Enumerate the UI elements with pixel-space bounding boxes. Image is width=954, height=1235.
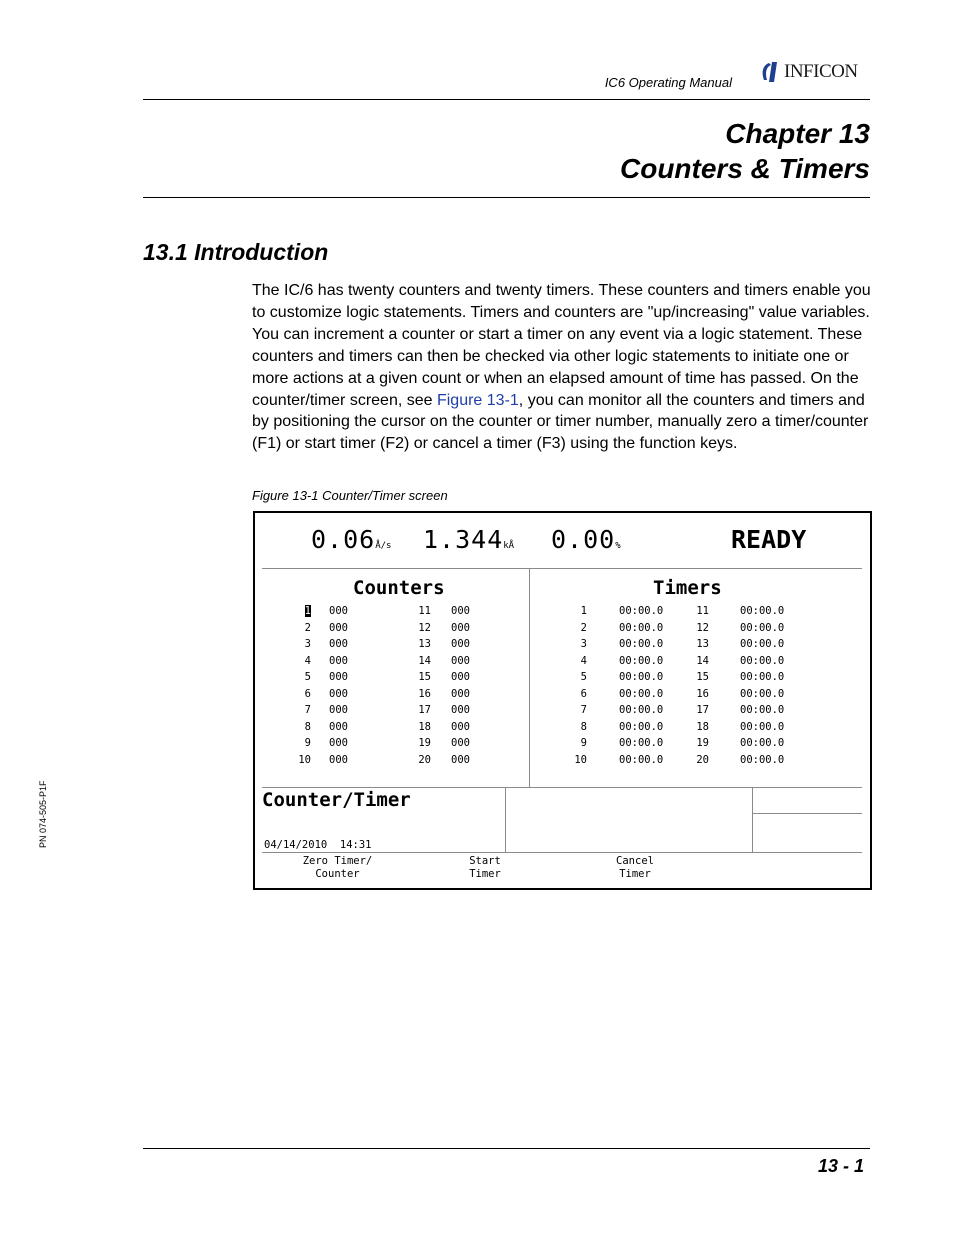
- counter-number[interactable]: 3: [304, 638, 311, 650]
- status-label: READY: [731, 525, 807, 554]
- page-number: 13 - 1: [817, 1156, 864, 1176]
- timer-number[interactable]: 11: [696, 605, 709, 617]
- counter-value: 000: [329, 753, 348, 766]
- timer-number[interactable]: 19: [696, 737, 709, 749]
- part-number: PN 074-505-P1F: [38, 780, 48, 848]
- timer-number[interactable]: 14: [696, 654, 709, 667]
- counter-value: 000: [451, 737, 470, 749]
- timer-value: 00:00.0: [740, 671, 785, 683]
- f1-label-line2: Counter: [315, 868, 360, 880]
- timer-value: 00:00.0: [619, 654, 664, 667]
- chapter-heading: [620, 116, 870, 186]
- panel-divider: [529, 568, 530, 788]
- timer-value: 00:00.0: [619, 671, 664, 683]
- bottom-divider: [262, 787, 862, 788]
- counter-number[interactable]: 18: [418, 720, 431, 733]
- intro-text-2: , you can monitor all the counters and timers and by positioning the cursor on the counter or timer number, manually zero a timer/counter (F1) or start timer (F2) or cancel a timer (F3) using the function keys.: [252, 391, 869, 453]
- counter-number[interactable]: 10: [298, 753, 311, 766]
- counter-number[interactable]: 7: [304, 704, 311, 716]
- timer-value: 00:00.0: [619, 720, 664, 733]
- counter-value: 000: [451, 753, 470, 766]
- timer-value: 00:00.0: [619, 737, 664, 749]
- timer-value: 00:00.0: [740, 737, 785, 749]
- counter-number[interactable]: 14: [418, 654, 431, 667]
- timer-value: 00:00.0: [619, 605, 664, 617]
- counter-number[interactable]: 9: [304, 737, 311, 749]
- thickness-readout: [423, 525, 514, 554]
- counter-number[interactable]: 5: [304, 671, 311, 683]
- inficon-logo: [760, 60, 872, 84]
- figure-link[interactable]: Figure 13-1: [436, 391, 519, 409]
- timer-value: 00:00.0: [740, 753, 785, 766]
- timer-number[interactable]: 20: [696, 753, 709, 766]
- timer-number[interactable]: 3: [580, 638, 587, 650]
- power-value: 0.00: [551, 525, 616, 554]
- top-divider: [262, 568, 862, 569]
- intro-text-1: The IC/6 has twenty counters and twenty timers. These counters and timers enable you to customize logic statements. Timers and counters are "up/increasing" value variables. You can increment a counter or start a timer on any event via a logic statement. These counters and timers can then be checked via other logic statements to initiate one or more actions at a given count or when an elapsed amount of time has passed. On the counter/timer screen, see: [252, 282, 871, 409]
- timer-value: 00:00.0: [740, 654, 785, 667]
- f2-label-line2: Timer: [469, 868, 501, 880]
- timer-number[interactable]: 5: [580, 671, 587, 683]
- timer-value: 00:00.0: [740, 605, 785, 617]
- timer-value: 00:00.0: [619, 687, 664, 700]
- timer-number[interactable]: 9: [580, 737, 587, 749]
- counter-number[interactable]: 16: [418, 687, 431, 700]
- status-box-split: [752, 813, 862, 814]
- figure-caption: Figure 13-1 Counter/Timer screen: [252, 488, 448, 503]
- status-box-right-border: [752, 787, 753, 853]
- timers-title: Timers: [653, 577, 722, 599]
- f1-zero-timer-counter[interactable]: [285, 855, 390, 881]
- timer-number[interactable]: 18: [696, 720, 709, 733]
- timer-value: 00:00.0: [619, 638, 664, 650]
- counter-value: 000: [329, 671, 348, 683]
- timer-value: 00:00.0: [619, 621, 664, 634]
- counter-value: 000: [451, 671, 470, 683]
- chapter-rule: [143, 197, 870, 198]
- timer-number[interactable]: 10: [574, 753, 587, 766]
- power-readout: [551, 525, 621, 554]
- counter-number[interactable]: [289, 605, 311, 617]
- date-time: [264, 839, 371, 851]
- counter-value: 000: [451, 605, 470, 617]
- counter-number[interactable]: 6: [304, 687, 311, 700]
- fkey-divider: [262, 852, 862, 853]
- counter-value: 000: [451, 720, 470, 733]
- timer-number[interactable]: 2: [580, 621, 587, 634]
- counter-value: 000: [329, 605, 348, 617]
- counter-value: 000: [451, 638, 470, 650]
- counter-number[interactable]: 11: [418, 605, 431, 617]
- timer-number[interactable]: 15: [696, 671, 709, 683]
- timer-number[interactable]: 7: [580, 704, 587, 716]
- timer-value: 00:00.0: [619, 753, 664, 766]
- logo-text: INFICON: [784, 61, 858, 82]
- f3-cancel-timer[interactable]: [595, 855, 675, 881]
- counter-value: 000: [329, 737, 348, 749]
- status-box-left-border: [505, 787, 506, 853]
- header-manual-title: IC6 Operating Manual: [604, 75, 732, 90]
- timer-number[interactable]: 13: [696, 638, 709, 650]
- timer-number[interactable]: 1: [580, 605, 587, 617]
- counter-number[interactable]: 19: [418, 737, 431, 749]
- rate-unit: Å/s: [375, 541, 392, 551]
- timer-value: 00:00.0: [740, 687, 785, 700]
- thickness-value: 1.344: [423, 525, 504, 554]
- counter-value: 000: [451, 621, 470, 634]
- timer-value: 00:00.0: [740, 638, 785, 650]
- screen-name: Counter/Timer: [262, 789, 411, 811]
- timer-number[interactable]: 12: [696, 621, 709, 634]
- counter-timer-screen: [253, 511, 872, 890]
- rate-value: 0.06: [311, 525, 376, 554]
- thickness-unit: kÅ: [503, 541, 515, 551]
- timer-number[interactable]: 6: [580, 687, 587, 700]
- section-heading: 13.1 Introduction: [143, 239, 329, 265]
- counter-number[interactable]: 4: [304, 654, 311, 667]
- rate-readout: [311, 525, 391, 554]
- counter-value: 000: [329, 720, 348, 733]
- timer-value: 00:00.0: [740, 621, 785, 634]
- timer-number[interactable]: 16: [696, 687, 709, 700]
- counter-value: 000: [329, 704, 348, 716]
- counters-title: Counters: [353, 577, 445, 599]
- timer-number[interactable]: 17: [696, 704, 709, 716]
- counter-value: 000: [329, 638, 348, 650]
- chapter-number: Chapter 13: [725, 118, 870, 149]
- timer-value: 00:00.0: [740, 720, 785, 733]
- date: 04/14/2010: [264, 839, 328, 851]
- timer-number[interactable]: 4: [580, 654, 587, 667]
- counter-number[interactable]: 12: [418, 621, 431, 634]
- footer-rule: [143, 1148, 870, 1149]
- timer-value: 00:00.0: [619, 704, 664, 716]
- counter-number[interactable]: 13: [418, 638, 431, 650]
- f3-label-line2: Timer: [619, 868, 651, 880]
- f1-label-line1: Zero Timer/: [302, 855, 373, 867]
- timer-number[interactable]: 8: [580, 720, 587, 733]
- f2-start-timer[interactable]: [445, 855, 525, 881]
- counter-number[interactable]: 20: [418, 753, 431, 766]
- intro-paragraph: [252, 280, 872, 455]
- counter-value: 000: [451, 654, 470, 667]
- counter-number[interactable]: 2: [304, 621, 311, 634]
- inficon-logo-mark-icon: [760, 60, 782, 84]
- counter-number[interactable]: 15: [418, 671, 431, 683]
- counter-value: 000: [329, 687, 348, 700]
- counter-number[interactable]: 17: [418, 704, 431, 716]
- counter-value: 000: [329, 654, 348, 667]
- counter-value: 000: [329, 621, 348, 634]
- header-rule: [143, 99, 870, 100]
- selection-cursor[interactable]: 1: [304, 605, 311, 617]
- timer-value: 00:00.0: [740, 704, 785, 716]
- counter-value: 000: [451, 704, 470, 716]
- time: 14:31: [339, 839, 372, 851]
- power-unit: %: [615, 541, 621, 551]
- f2-label-line1: Start: [469, 855, 501, 867]
- counter-number[interactable]: 8: [304, 720, 311, 733]
- f3-label-line1: Cancel: [616, 855, 654, 867]
- counter-value: 000: [451, 687, 470, 700]
- chapter-title: Counters & Timers: [620, 153, 870, 184]
